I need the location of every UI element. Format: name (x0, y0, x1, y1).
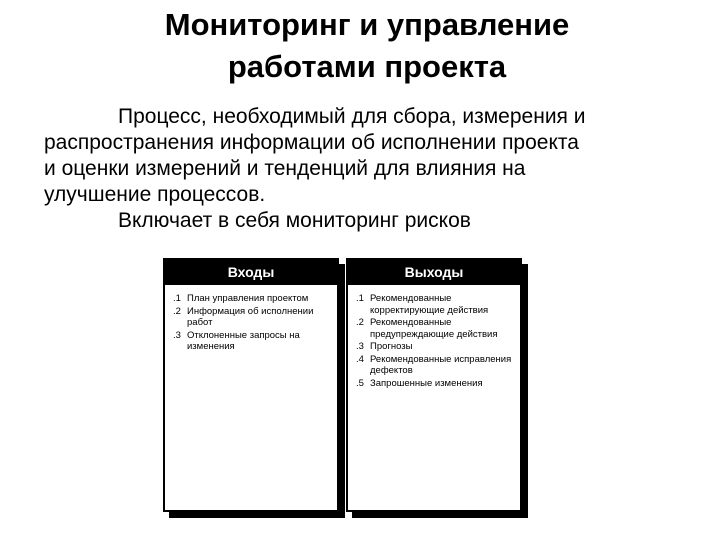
item-number: .1 (173, 293, 181, 304)
item-number: .3 (173, 329, 181, 341)
title-line-2: работами проекта (227, 49, 507, 84)
risk-monitoring-paragraph: Включает в себя мониторинг рисков (118, 209, 471, 232)
item-text: Прогнозы (370, 341, 413, 352)
item-number: .3 (356, 341, 364, 352)
list-item (356, 341, 514, 353)
paragraph-line: Процесс, необходимый для сбора, измерения и (118, 105, 586, 128)
item-text: План управления проектом (187, 293, 309, 304)
inputs-card (163, 258, 339, 512)
item-text: Рекомендованные исправления дефектов (370, 353, 512, 376)
outputs-card (346, 258, 522, 512)
item-number: .5 (356, 377, 364, 389)
item-text: Отклоненные запросы на изменения (187, 329, 300, 352)
item-number: .2 (356, 317, 364, 328)
paragraph-line: распространения информации об исполнении проекта (44, 131, 579, 154)
list-item (356, 293, 514, 316)
list-item (356, 354, 514, 377)
slide-title (0, 4, 720, 88)
item-number: .2 (173, 305, 181, 317)
item-text: Информация об исполнении работ (187, 305, 314, 328)
item-number: .4 (356, 353, 364, 365)
list-item (173, 306, 331, 329)
outputs-list (348, 293, 520, 389)
list-item (356, 317, 514, 340)
list-item (173, 293, 331, 305)
list-item (173, 330, 331, 353)
title-line-1: Мониторинг и управление (164, 7, 570, 42)
inputs-header: Входы (165, 260, 337, 285)
paragraph-line: и оценки измерений и тенденций для влияния на (44, 157, 526, 180)
item-text: Запрошенные изменения (370, 377, 483, 389)
item-text: Рекомендованные предупреждающие действия (370, 317, 498, 340)
slide-body (44, 104, 694, 234)
item-number: .1 (356, 293, 364, 304)
item-text: Рекомендованные корректирующие действия (370, 293, 489, 316)
inputs-list (165, 293, 337, 353)
outputs-header: Выходы (348, 260, 520, 285)
list-item (356, 378, 514, 390)
paragraph-line: улучшение процессов. (44, 183, 266, 206)
